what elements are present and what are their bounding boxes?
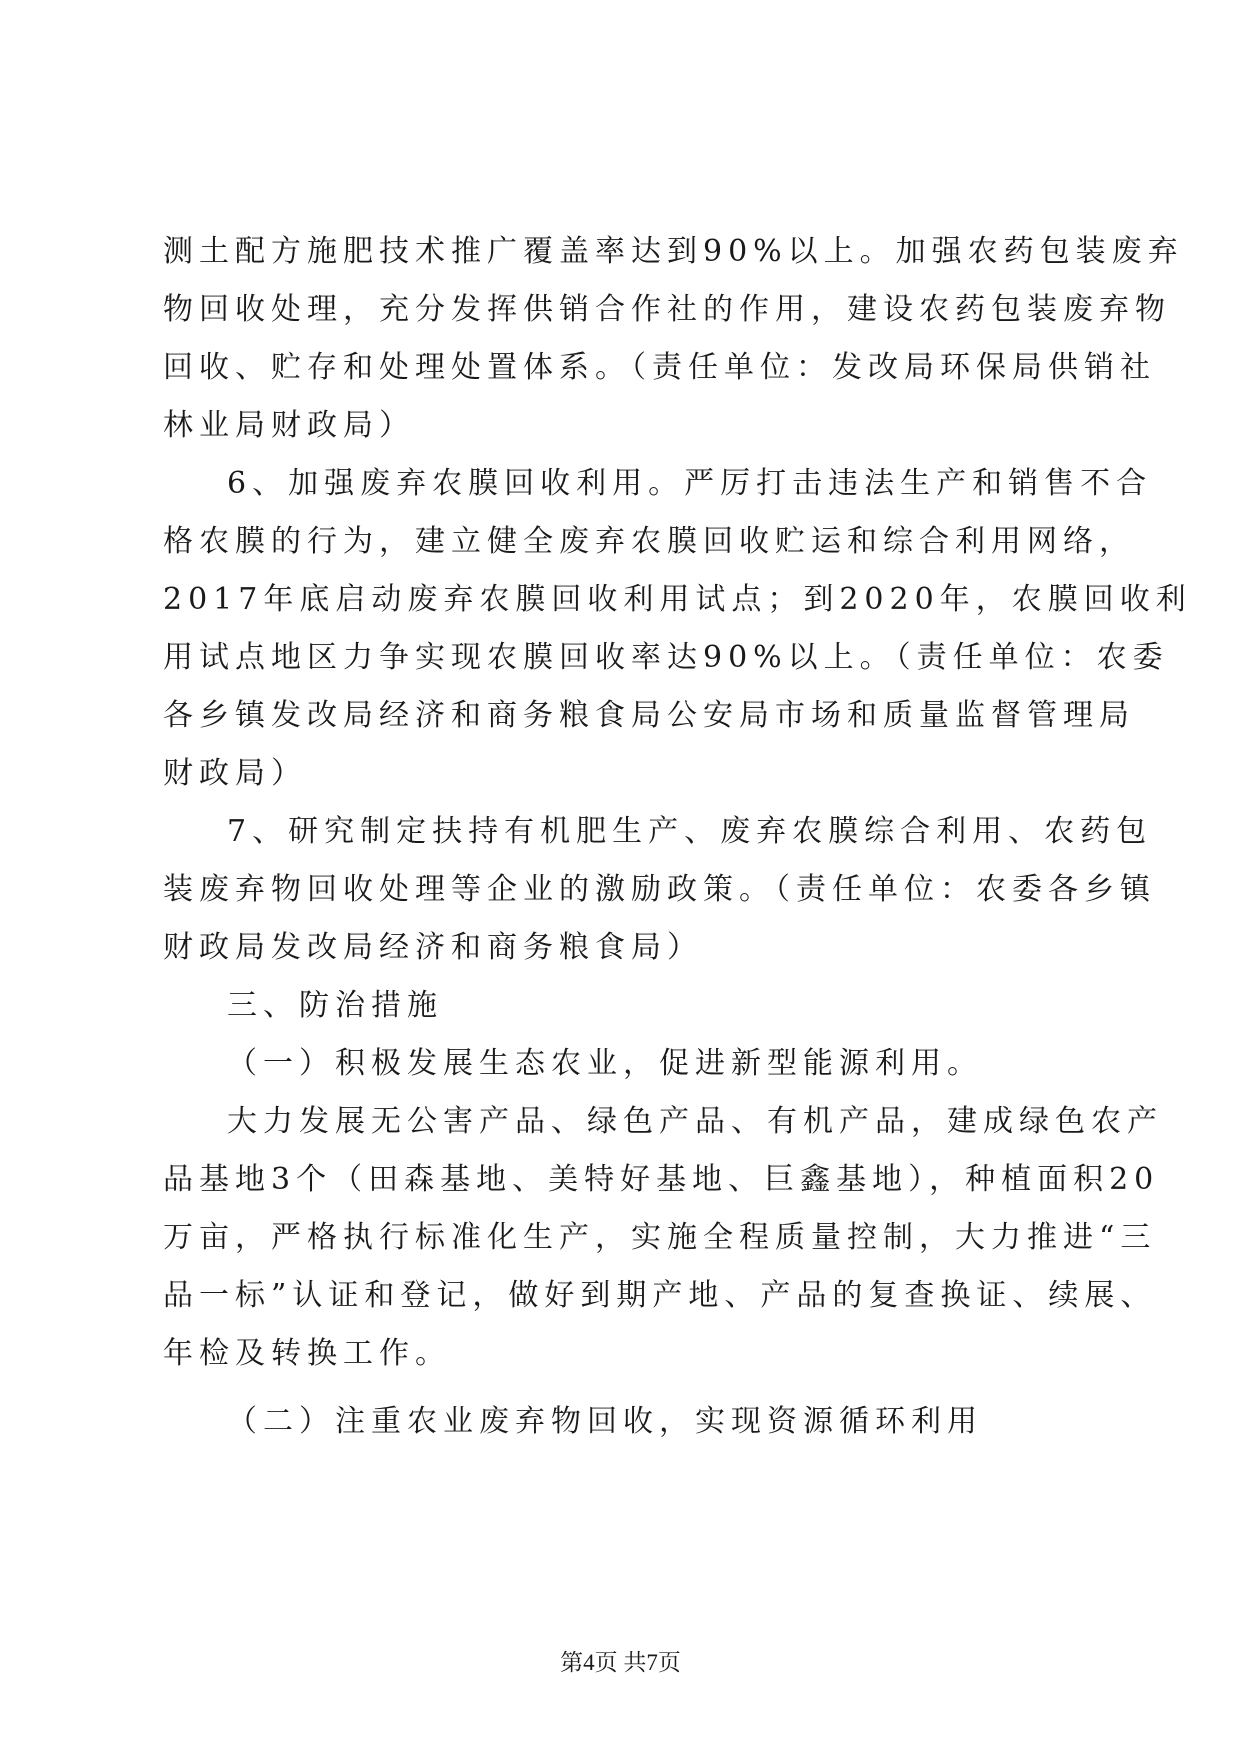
text-line: 品基地3个（田森基地、美特好基地、巨鑫基地），种植面积20	[163, 1162, 1160, 1197]
text-line: 林业局财政局）	[163, 408, 415, 443]
text-line: 用试点地区力争实现农膜回收率达90%以上。（责任单位：农委	[163, 640, 1169, 675]
subsection-heading: （一）积极发展生态农业，促进新型能源利用。	[227, 1046, 983, 1081]
text-line: 装废弃物回收处理等企业的激励政策。（责任单位：农委各乡镇	[163, 872, 1156, 907]
text-line: 大力发展无公害产品、绿色产品、有机产品，建成绿色农产	[227, 1104, 1163, 1139]
text-line: 2017年底启动废弃农膜回收利用试点；到2020年，农膜回收利	[163, 582, 1192, 617]
text-line: 6、加强废弃农膜回收利用。严厉打击违法生产和销售不合	[227, 466, 1153, 501]
text-line: 物回收处理，充分发挥供销合作社的作用，建设农药包装废弃物	[163, 292, 1171, 327]
text-line: 各乡镇发改局经济和商务粮食局公安局市场和质量监督管理局	[163, 698, 1135, 733]
text-line: 年检及转换工作。	[163, 1336, 451, 1371]
text-line: 财政局）	[163, 756, 307, 791]
text-line: 测土配方施肥技术推广覆盖率达到90%以上。加强农药包装废弃	[163, 234, 1184, 269]
text-line: 格农膜的行为，建立健全废弃农膜回收贮运和综合利用网络，	[163, 524, 1135, 559]
text-line: 品一标”认证和登记，做好到期产地、产品的复查换证、续展、	[163, 1278, 1157, 1313]
text-line: 回收、贮存和处理处置体系。（责任单位：发改局环保局供销社	[163, 350, 1156, 385]
page-footer: 第4页 共7页	[560, 1650, 681, 1675]
text-line: 7、研究制定扶持有机肥生产、废弃农膜综合利用、农药包	[227, 814, 1153, 849]
section-heading: 三、防治措施	[227, 988, 443, 1023]
text-line: 财政局发改局经济和商务粮食局）	[163, 930, 703, 965]
text-line: 万亩，严格执行标准化生产，实施全程质量控制，大力推进“三	[163, 1220, 1157, 1255]
subsection-heading: （二）注重农业废弃物回收，实现资源循环利用	[227, 1404, 983, 1439]
